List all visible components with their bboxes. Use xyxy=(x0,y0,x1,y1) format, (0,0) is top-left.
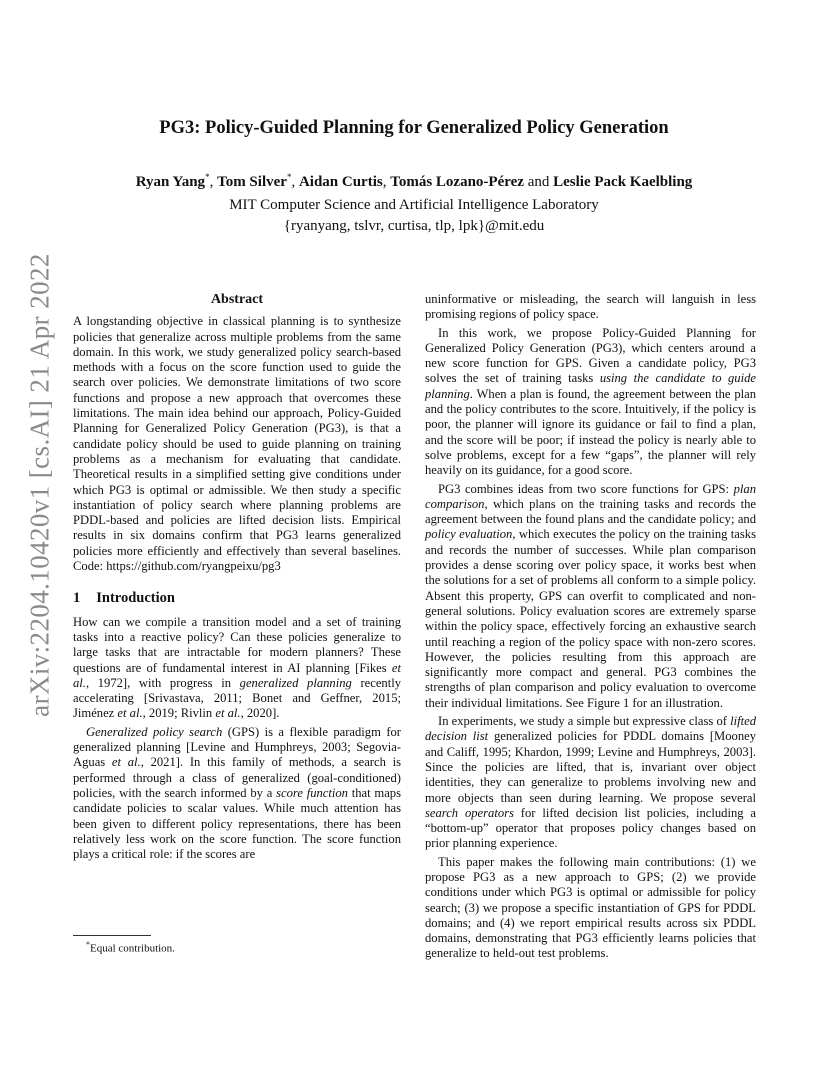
emphasis-text: search operators xyxy=(425,805,514,820)
author-separator: , xyxy=(209,174,218,190)
text-run: , 2019; Rivlin xyxy=(142,706,216,721)
affiliation: MIT Computer Science and Artificial Intelligence Laboratory xyxy=(229,197,599,213)
author-mark: * xyxy=(205,172,210,182)
text-run: uninformative or misleading, the search will languish in less promising regions of policy space. xyxy=(425,292,756,322)
right-column xyxy=(425,292,756,962)
author-name: Leslie Pack Kaelbling xyxy=(553,174,693,190)
emphasis-text: using the candidate to guide planning xyxy=(425,371,756,401)
footnote-text: Equal contribution. xyxy=(90,942,175,955)
emphasis-text: score function xyxy=(276,785,348,800)
author-separator: , xyxy=(382,174,391,190)
paragraph xyxy=(73,615,401,722)
left-column xyxy=(73,292,401,862)
paragraph xyxy=(425,714,756,852)
footnote-rule xyxy=(73,935,151,936)
emphasis-text: generalized planning xyxy=(239,675,352,690)
arxiv-stamp: arXiv:2204.10420v1 [cs.AI] 21 Apr 2022 xyxy=(24,253,55,717)
emphasis-text: et al. xyxy=(73,660,401,690)
footnote-mark: * xyxy=(86,940,90,949)
emphasis-text: et al. xyxy=(215,706,241,721)
text-run: , 1972], with progress in xyxy=(85,675,240,690)
text-run: (GPS) is a flexible paradigm for generalized planning [Levine and Humphreys, 2003; Segovia-Aguas xyxy=(73,724,401,770)
text-run: . When a plan is found, the agreement between the plan and the policy contributes to the score. Intuitively, if the policy is poor, the planner will ignore its guidance or fail to find a plan, and the score will be poor; if instead the policy is nearly able to solve problems, except for a few “gaps”, the planner will rely heavily on its guidance, for a good score. xyxy=(425,386,756,478)
introduction-body-left xyxy=(73,615,401,863)
emphasis-text: et al. xyxy=(117,706,143,721)
text-run: PG3 combines ideas from two score functions for GPS: xyxy=(438,481,734,496)
paper-title: PG3: Policy-Guided Planning for Generalized Policy Generation xyxy=(159,118,669,138)
author-name: Ryan Yang xyxy=(135,174,206,190)
section-title: Introduction xyxy=(96,590,175,607)
author-list xyxy=(60,172,768,191)
paragraph xyxy=(425,855,756,962)
paragraph xyxy=(425,326,756,479)
text-run: In experiments, we study a simple but expressive class of xyxy=(438,714,731,729)
text-run: , 2020]. xyxy=(240,706,280,721)
footnote xyxy=(86,940,175,955)
author-name: Tomás Lozano-Pérez xyxy=(390,174,524,190)
text-run: , which executes the policy on the training tasks and records the number of successes. While plan comparison provides a dense scoring over policy space, it works best when the solutions for a set of problems all conform to a simple policy. Absent this property, GPS can overfit to complicated and non-general solutions. Policy evaluation scores are extremely sparse within the policy space, effectively forcing an exhaustive search until reaching a region of the policy space with non-zero scores. However, the policies resulting from this approach are significantly more compact and general. PG3 combines the strengths of plan comparison and policy evaluation to overcome their individual limitations. See Figure 1 for an illustration. xyxy=(425,527,756,710)
text-run: for lifted decision list policies, including a “bottom-up” operator that proposes policy changes based on prior planning experience. xyxy=(425,805,756,851)
author-mark: * xyxy=(286,172,292,182)
paragraph xyxy=(425,482,756,711)
author-name: Aidan Curtis xyxy=(298,174,383,190)
text-run: In this work, we propose Policy-Guided Planning for Generalized Policy Generation (PG3), which centers around a new score function for GPS. Given a candidate policy, PG3 solves the set of training tasks xyxy=(425,325,756,386)
text-run: generalized policies for PDDL domains [Mooney and Califf, 1995; Khardon, 1999; Levine and Humphreys, 2003]. Since the policies are lifted, that is, invariant over object identities, they can generalize to problems involving new and more objects than seen during learning. We propose several xyxy=(425,729,757,805)
text-run: This paper makes the following main contributions: (1) we propose PG3 as a new approach to GPS; (2) we provide conditions under which PG3 is optimal or admissible for policy search; (3) we propose a specific instantiation of GPS for PDDL domains; and (4) we report empirical results across six PDDL domains, demonstrating that PG3 efficiently learns policies that generalize to held-out test problems. xyxy=(425,854,756,961)
text-run: , 2021]. In this family of methods, a search is performed through a class of generalized (goal-conditioned) policies, with the search informed by a xyxy=(73,755,402,800)
emphasis-text: policy evaluation xyxy=(425,527,513,542)
author-name: Tom Silver xyxy=(217,174,287,190)
text-run: , which plans on the training tasks and records the agreement between the found plans and the candidate policy; and xyxy=(425,496,756,527)
author-separator: and xyxy=(523,174,554,190)
emphasis-text: plan comparison xyxy=(425,481,756,511)
emphasis-text: lifted decision list xyxy=(425,714,756,744)
section-number: 1 xyxy=(73,590,81,607)
paragraph xyxy=(425,292,756,323)
author-separator: , xyxy=(291,174,299,190)
text-run: How can we compile a transition model and a set of training tasks into a reactive policy? Can these policies generalize to large tasks that are intractable for modern planners? These questions are of fundamental interest in AI planning [Fikes xyxy=(73,614,401,675)
emphasis-text: et al. xyxy=(111,755,141,770)
text-run: recently accelerating [Srivastava, 2011; Bonet and Geffner, 2015; Jiménez xyxy=(73,675,401,721)
text-run: that maps candidate policies to scalar values. While much attention has been given to different policy representations, there has been relatively less work on the score function. The score function plays a critical role: if the scores are xyxy=(73,785,402,862)
abstract-text: A longstanding objective in classical planning is to synthesize policies that generalize across multiple problems from the same domain. In this work, we study generalized policy search-based methods with a focus on the score function used to guide the search over policies. We demonstrate limitations of two score functions and propose a new approach that overcomes these limitations. The main idea behind our approach, Policy-Guided Planning for Generalized Policy Generation (PG3), is that a candidate policy should be used to guide planning on training problems as a mechanism for evaluating that candidate. Theoretical results in a simplified setting give conditions under which PG3 is optimal or admissible. We then study a specific instantiation of policy search where planning problems are PDDL-based and policies are lifted decision lists. Empirical results in six domains confirm that PG3 learns generalized policies more efficiently and effectively than several baselines. Code: https://github.com/ryangpeixu/pg3 xyxy=(73,314,401,574)
author-emails: {ryanyang, tslvr, curtisa, tlp, lpk}@mit.edu xyxy=(283,218,545,234)
paragraph xyxy=(73,725,401,863)
introduction-body-right xyxy=(425,292,756,962)
abstract-heading: Abstract xyxy=(210,292,264,307)
emphasis-text: Generalized policy search xyxy=(86,724,223,739)
section-heading xyxy=(73,591,401,606)
